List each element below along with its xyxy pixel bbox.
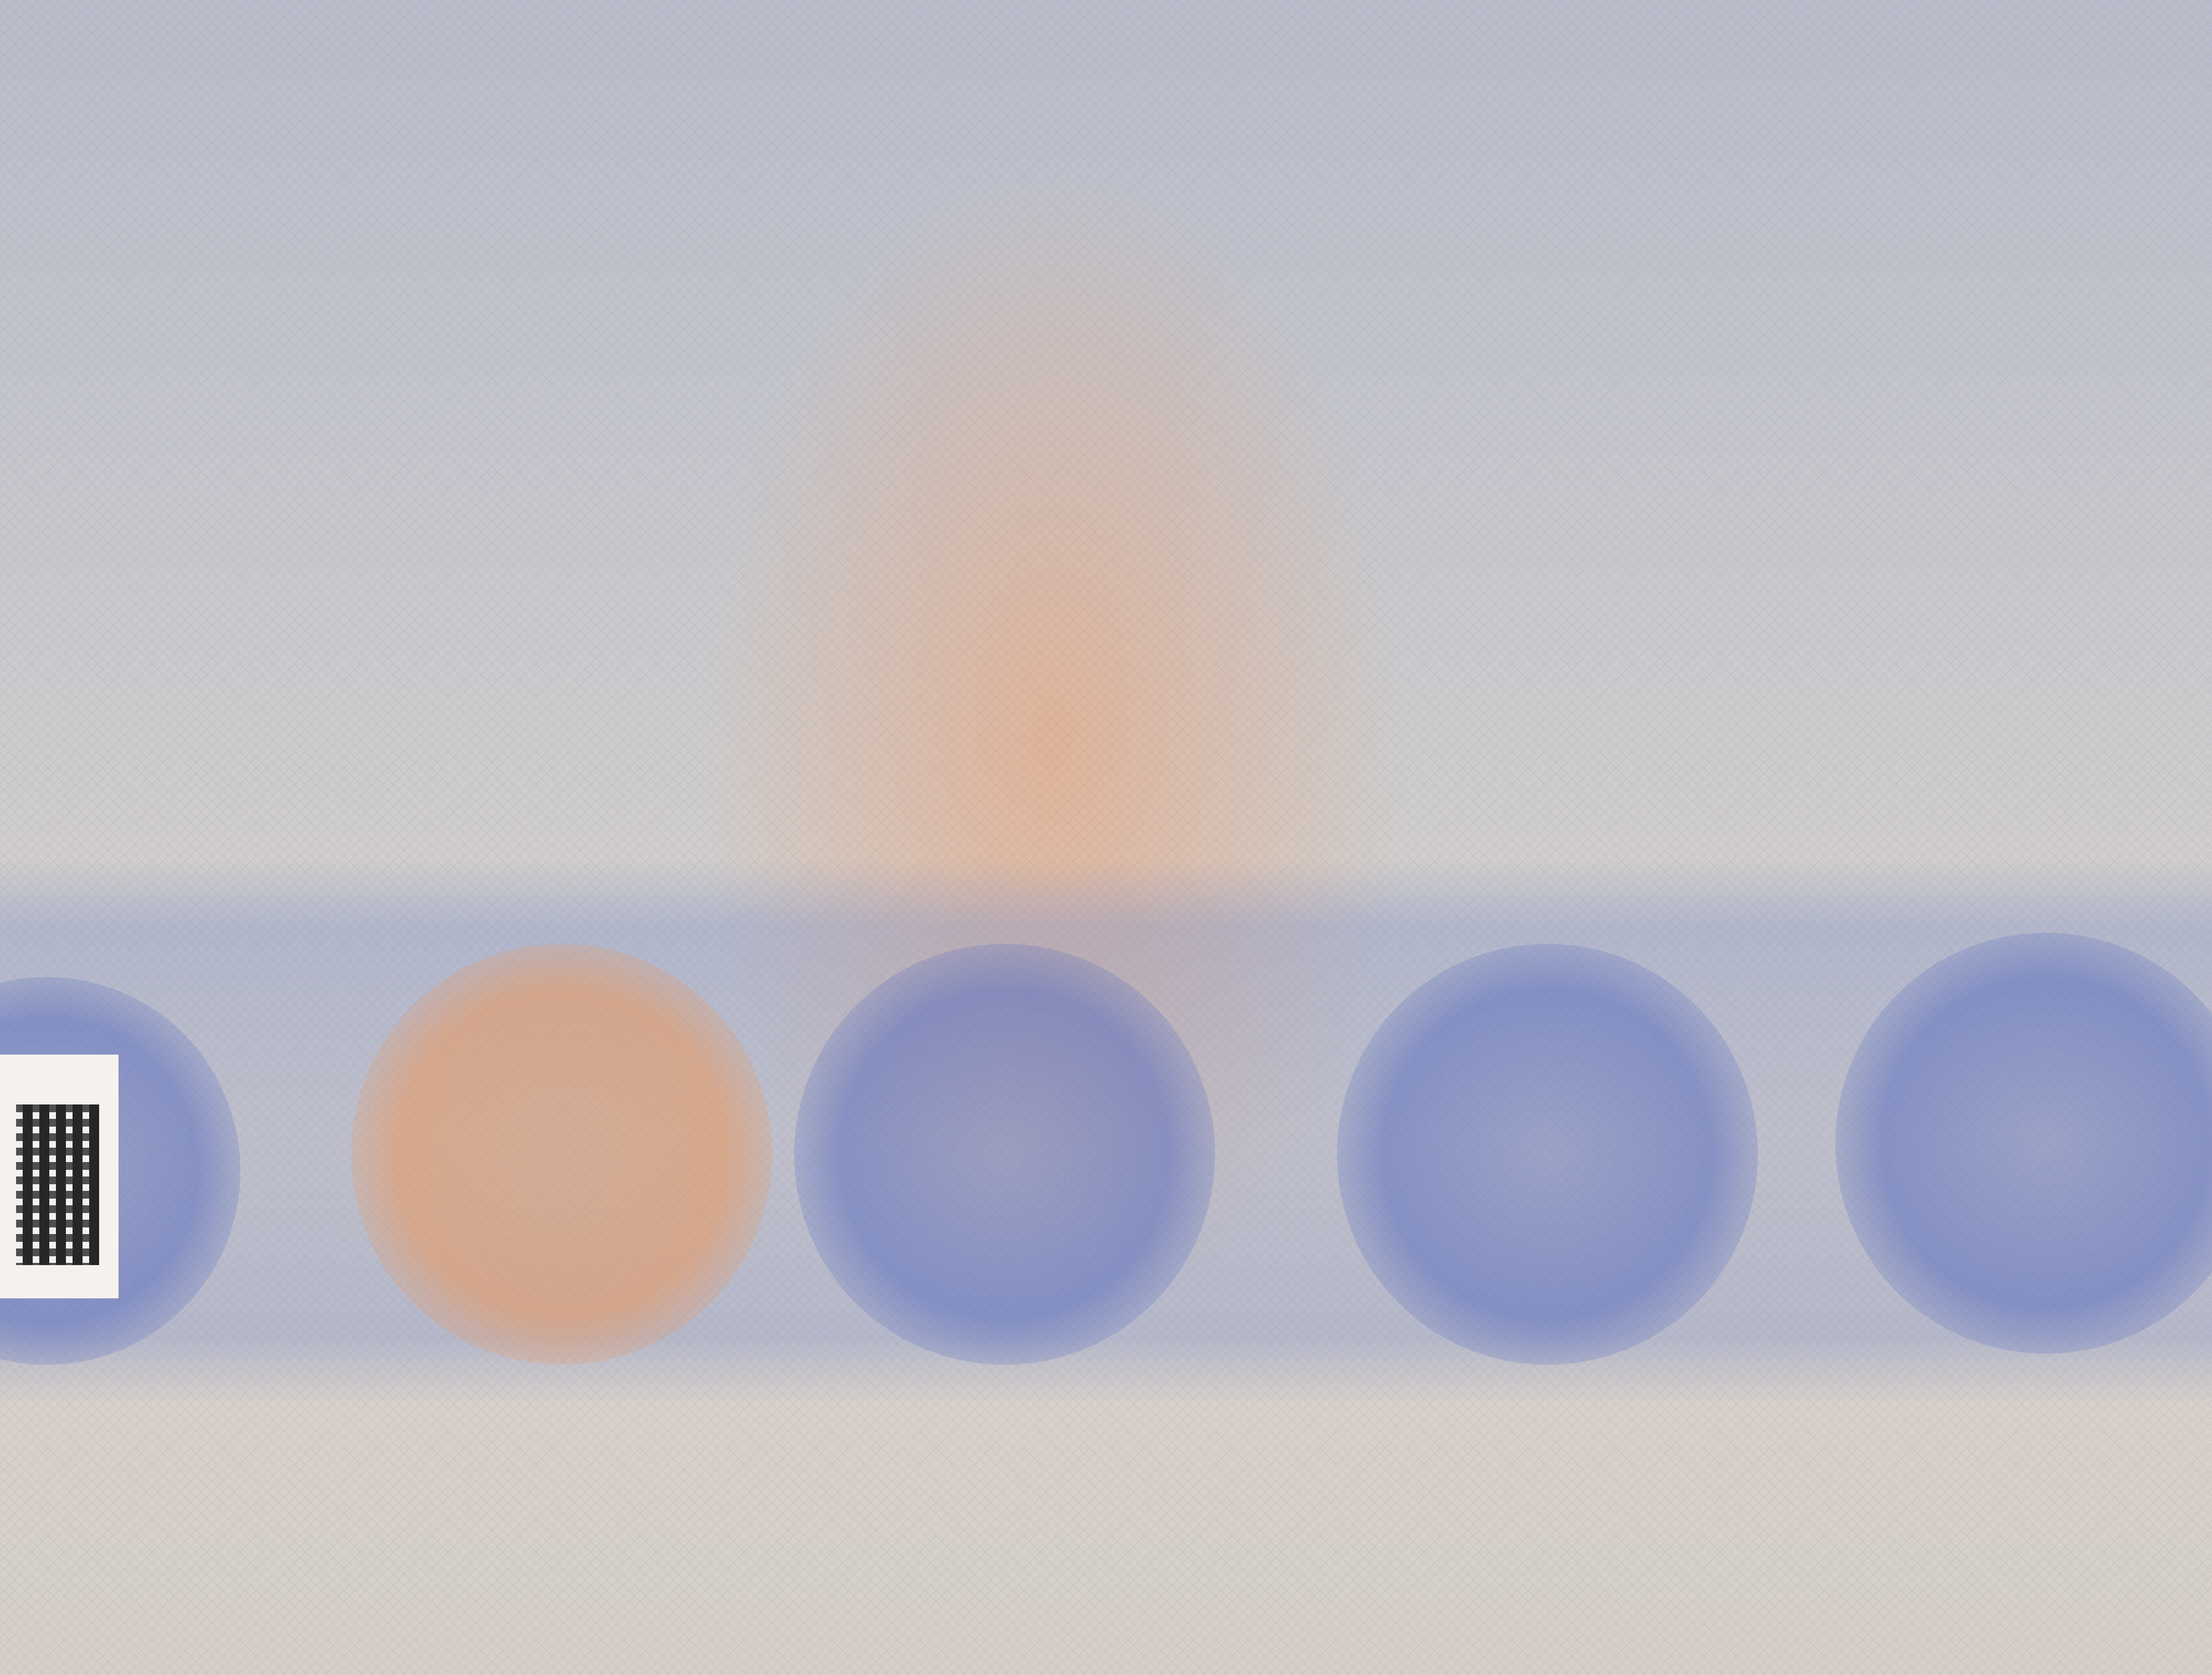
rosette-blue-mid-left bbox=[1337, 944, 1758, 1365]
rosette-blue-mid-right bbox=[794, 944, 1215, 1365]
rosette-orange bbox=[351, 944, 772, 1365]
qr-code bbox=[0, 1055, 119, 1298]
